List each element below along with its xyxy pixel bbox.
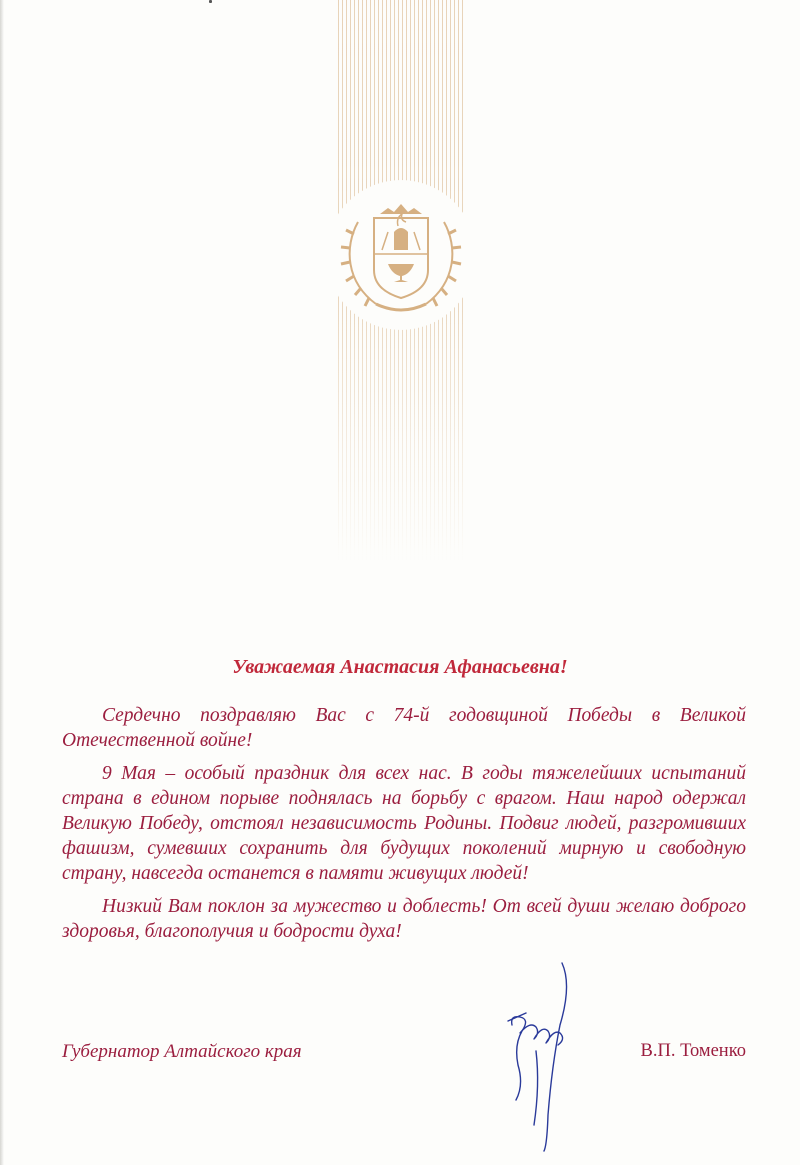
letter-body (62, 703, 746, 952)
paragraph-victory-day: 9 Мая – особый праздник для всех нас. В годы тяжелейших испытаний страна в едином порыве поднялась на борьбу с врагом. Наш народ одержал Великую Победу, отстоял независимость Родины. Подвиг людей, разгромивших фашизм, сумевших сохранить для будущих поколений мирную и свободную страну, навсегда останется в памяти живущих людей! (62, 763, 746, 884)
signatory-name: В.П. Томенко (640, 1041, 746, 1061)
page-edge-shadow (0, 0, 4, 1165)
signature-block (62, 1041, 746, 1067)
letter-greeting: Уважаемая Анастасия Афанасьевна! (232, 656, 568, 678)
paragraph-wishes: Низкий Вам поклон за мужество и доблесть! От всей души желаю доброго здоровья, благополучия и бодрости духа! (62, 896, 746, 942)
altai-krai-coat-of-arms-icon (336, 192, 466, 322)
paragraph-congratulation: Сердечно поздравляю Вас с 74-й годовщиной Победы в Великой Отечественной войне! (62, 705, 746, 751)
signatory-title: Губернатор Алтайского края (62, 1041, 302, 1062)
handwritten-signature-icon (490, 955, 590, 1155)
scan-speck (209, 0, 212, 3)
